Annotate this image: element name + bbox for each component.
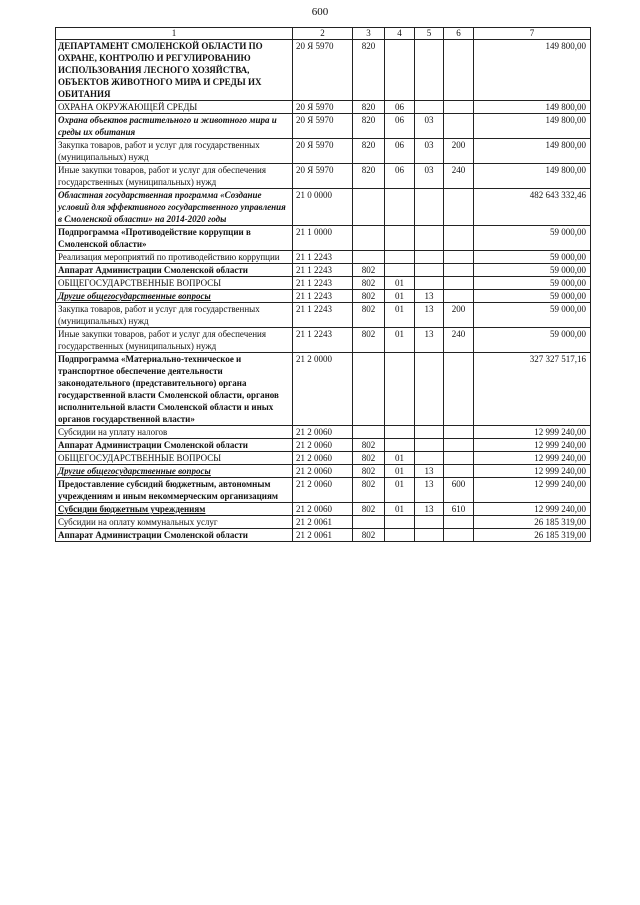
row-razdel bbox=[385, 529, 415, 542]
row-vid: 610 bbox=[444, 503, 474, 516]
row-code: 21 2 0060 bbox=[293, 439, 353, 452]
row-vedom: 802 bbox=[353, 529, 385, 542]
row-amount: 26 185 319,00 bbox=[474, 516, 591, 529]
row-name: Иные закупки товаров, работ и услуг для обеспечения государственных (муниципальных) нужд bbox=[56, 328, 293, 353]
row-podrazdel bbox=[415, 452, 444, 465]
table-row bbox=[56, 290, 591, 303]
row-vedom bbox=[353, 516, 385, 529]
row-razdel: 01 bbox=[385, 277, 415, 290]
row-code: 21 2 0060 bbox=[293, 503, 353, 516]
row-podrazdel: 03 bbox=[415, 139, 444, 164]
row-vid: 240 bbox=[444, 328, 474, 353]
table-row bbox=[56, 439, 591, 452]
row-amount: 149 800,00 bbox=[474, 114, 591, 139]
row-podrazdel bbox=[415, 529, 444, 542]
table-row bbox=[56, 189, 591, 226]
row-vedom: 820 bbox=[353, 40, 385, 101]
row-vedom bbox=[353, 353, 385, 426]
row-code: 21 2 0060 bbox=[293, 465, 353, 478]
row-razdel bbox=[385, 426, 415, 439]
header-cell: 6 bbox=[444, 28, 474, 40]
row-vid bbox=[444, 439, 474, 452]
row-vedom: 820 bbox=[353, 139, 385, 164]
row-vedom: 802 bbox=[353, 290, 385, 303]
row-code: 21 2 0061 bbox=[293, 516, 353, 529]
row-amount: 149 800,00 bbox=[474, 40, 591, 101]
row-razdel: 01 bbox=[385, 290, 415, 303]
row-amount: 149 800,00 bbox=[474, 101, 591, 114]
row-podrazdel bbox=[415, 101, 444, 114]
row-vedom: 802 bbox=[353, 503, 385, 516]
row-code: 21 2 0060 bbox=[293, 478, 353, 503]
row-amount: 12 999 240,00 bbox=[474, 439, 591, 452]
row-vid bbox=[444, 264, 474, 277]
row-amount: 59 000,00 bbox=[474, 226, 591, 251]
table-row bbox=[56, 478, 591, 503]
row-podrazdel bbox=[415, 226, 444, 251]
row-name: Охрана объектов растительного и животного мира и среды их обитания bbox=[56, 114, 293, 139]
row-razdel: 01 bbox=[385, 503, 415, 516]
row-name: Аппарат Администрации Смоленской области bbox=[56, 439, 293, 452]
row-name: Иные закупки товаров, работ и услуг для обеспечения государственных (муниципальных) нужд bbox=[56, 164, 293, 189]
row-razdel: 06 bbox=[385, 101, 415, 114]
row-vid bbox=[444, 40, 474, 101]
row-name: Областная государственная программа «Создание условий для эффективного государственного управления в Смоленской области» на 2014-2020 годы bbox=[56, 189, 293, 226]
row-razdel bbox=[385, 40, 415, 101]
header-cell: 5 bbox=[415, 28, 444, 40]
row-vedom: 820 bbox=[353, 164, 385, 189]
page-number: 600 bbox=[311, 6, 329, 18]
table-row bbox=[56, 303, 591, 328]
row-vedom: 802 bbox=[353, 439, 385, 452]
row-razdel bbox=[385, 189, 415, 226]
row-name: Другие общегосударственные вопросы bbox=[56, 465, 293, 478]
row-amount: 12 999 240,00 bbox=[474, 452, 591, 465]
row-vid bbox=[444, 114, 474, 139]
table-row bbox=[56, 426, 591, 439]
row-amount: 59 000,00 bbox=[474, 277, 591, 290]
row-podrazdel bbox=[415, 264, 444, 277]
row-amount: 59 000,00 bbox=[474, 303, 591, 328]
table-row bbox=[56, 516, 591, 529]
row-podrazdel: 03 bbox=[415, 164, 444, 189]
row-code: 20 Я 5970 bbox=[293, 164, 353, 189]
row-razdel bbox=[385, 264, 415, 277]
row-code: 21 2 0060 bbox=[293, 452, 353, 465]
row-razdel: 01 bbox=[385, 478, 415, 503]
row-code: 21 1 2243 bbox=[293, 277, 353, 290]
row-vedom bbox=[353, 226, 385, 251]
row-vid bbox=[444, 516, 474, 529]
row-razdel bbox=[385, 439, 415, 452]
row-amount: 12 999 240,00 bbox=[474, 503, 591, 516]
row-vid bbox=[444, 529, 474, 542]
table-row bbox=[56, 251, 591, 264]
row-podrazdel bbox=[415, 426, 444, 439]
row-podrazdel: 13 bbox=[415, 478, 444, 503]
row-name: Субсидии на оплату коммунальных услуг bbox=[56, 516, 293, 529]
row-name: Подпрограмма «Противодействие коррупции в Смоленской области» bbox=[56, 226, 293, 251]
row-vid bbox=[444, 426, 474, 439]
row-code: 21 1 2243 bbox=[293, 251, 353, 264]
row-code: 21 0 0000 bbox=[293, 189, 353, 226]
row-razdel: 06 bbox=[385, 114, 415, 139]
row-amount: 482 643 332,46 bbox=[474, 189, 591, 226]
table-row bbox=[56, 264, 591, 277]
row-name: ДЕПАРТАМЕНТ СМОЛЕНСКОЙ ОБЛАСТИ ПО ОХРАНЕ, КОНТРОЛЮ И РЕГУЛИРОВАНИЮ ИСПОЛЬЗОВАНИЯ ЛЕСНОГО ХОЗЯЙСТВА, ОБЪЕКТОВ ЖИВОТНОГО МИРА И СРЕДЫ ИХ ОБИТАНИЯ bbox=[56, 40, 293, 101]
row-vid bbox=[444, 226, 474, 251]
row-razdel: 01 bbox=[385, 465, 415, 478]
row-vid bbox=[444, 290, 474, 303]
table-row bbox=[56, 328, 591, 353]
table-row bbox=[56, 529, 591, 542]
row-name: Субсидии бюджетным учреждениям bbox=[56, 503, 293, 516]
table-row bbox=[56, 465, 591, 478]
row-vid bbox=[444, 101, 474, 114]
row-amount: 59 000,00 bbox=[474, 264, 591, 277]
table-row bbox=[56, 164, 591, 189]
row-razdel: 01 bbox=[385, 452, 415, 465]
row-name: Аппарат Администрации Смоленской области bbox=[56, 529, 293, 542]
row-razdel bbox=[385, 353, 415, 426]
row-vid: 200 bbox=[444, 139, 474, 164]
row-amount: 149 800,00 bbox=[474, 139, 591, 164]
row-vedom: 802 bbox=[353, 277, 385, 290]
row-vedom bbox=[353, 251, 385, 264]
row-amount: 327 327 517,16 bbox=[474, 353, 591, 426]
row-code: 21 1 2243 bbox=[293, 303, 353, 328]
row-podrazdel bbox=[415, 439, 444, 452]
row-vedom: 820 bbox=[353, 101, 385, 114]
row-vid bbox=[444, 189, 474, 226]
row-code: 20 Я 5970 bbox=[293, 114, 353, 139]
row-code: 21 2 0061 bbox=[293, 529, 353, 542]
row-amount: 59 000,00 bbox=[474, 328, 591, 353]
table-row bbox=[56, 114, 591, 139]
row-vid: 600 bbox=[444, 478, 474, 503]
row-vid bbox=[444, 465, 474, 478]
row-code: 21 2 0000 bbox=[293, 353, 353, 426]
row-code: 21 1 2243 bbox=[293, 264, 353, 277]
header-cell: 7 bbox=[474, 28, 591, 40]
row-amount: 26 185 319,00 bbox=[474, 529, 591, 542]
row-razdel: 06 bbox=[385, 139, 415, 164]
row-vedom: 802 bbox=[353, 465, 385, 478]
row-podrazdel: 13 bbox=[415, 503, 444, 516]
row-name: Подпрограмма «Материально-техническое и транспортное обеспечение деятельности законодательного (представительного) органа государственной власти Смоленской области, органов исполнительной власти Смоленской области и иных органов государственной власти» bbox=[56, 353, 293, 426]
row-amount: 59 000,00 bbox=[474, 290, 591, 303]
header-cell: 4 bbox=[385, 28, 415, 40]
table-header-row bbox=[56, 28, 591, 40]
row-vedom: 802 bbox=[353, 264, 385, 277]
table-row bbox=[56, 226, 591, 251]
row-podrazdel: 13 bbox=[415, 328, 444, 353]
row-amount: 12 999 240,00 bbox=[474, 426, 591, 439]
row-code: 20 Я 5970 bbox=[293, 139, 353, 164]
row-podrazdel bbox=[415, 516, 444, 529]
row-code: 21 1 2243 bbox=[293, 328, 353, 353]
row-code: 20 Я 5970 bbox=[293, 40, 353, 101]
row-razdel: 06 bbox=[385, 164, 415, 189]
row-name: ОБЩЕГОСУДАРСТВЕННЫЕ ВОПРОСЫ bbox=[56, 452, 293, 465]
table-row bbox=[56, 277, 591, 290]
row-vid bbox=[444, 277, 474, 290]
table-row bbox=[56, 139, 591, 164]
row-podrazdel bbox=[415, 189, 444, 226]
row-podrazdel: 13 bbox=[415, 465, 444, 478]
table-row bbox=[56, 101, 591, 114]
row-code: 21 2 0060 bbox=[293, 426, 353, 439]
header-cell: 2 bbox=[293, 28, 353, 40]
row-code: 21 1 0000 bbox=[293, 226, 353, 251]
row-vid bbox=[444, 452, 474, 465]
row-razdel bbox=[385, 516, 415, 529]
row-podrazdel bbox=[415, 40, 444, 101]
row-name: Закупка товаров, работ и услуг для государственных (муниципальных) нужд bbox=[56, 303, 293, 328]
row-razdel: 01 bbox=[385, 328, 415, 353]
row-vid bbox=[444, 353, 474, 426]
table-row bbox=[56, 503, 591, 516]
row-amount: 59 000,00 bbox=[474, 251, 591, 264]
row-code: 21 1 2243 bbox=[293, 290, 353, 303]
row-name: Другие общегосударственные вопросы bbox=[56, 290, 293, 303]
row-name: Закупка товаров, работ и услуг для государственных (муниципальных) нужд bbox=[56, 139, 293, 164]
row-razdel: 01 bbox=[385, 303, 415, 328]
row-podrazdel bbox=[415, 251, 444, 264]
table-row bbox=[56, 40, 591, 101]
row-name: Субсидии на уплату налогов bbox=[56, 426, 293, 439]
row-amount: 12 999 240,00 bbox=[474, 478, 591, 503]
row-vedom: 820 bbox=[353, 114, 385, 139]
row-vedom: 802 bbox=[353, 328, 385, 353]
row-razdel bbox=[385, 251, 415, 264]
row-vid: 240 bbox=[444, 164, 474, 189]
row-razdel bbox=[385, 226, 415, 251]
row-podrazdel bbox=[415, 277, 444, 290]
row-podrazdel: 03 bbox=[415, 114, 444, 139]
row-vedom: 802 bbox=[353, 478, 385, 503]
row-vedom bbox=[353, 426, 385, 439]
table-row bbox=[56, 452, 591, 465]
row-vedom: 802 bbox=[353, 303, 385, 328]
row-podrazdel bbox=[415, 353, 444, 426]
row-name: Реализация мероприятий по противодействию коррупции bbox=[56, 251, 293, 264]
row-name: Аппарат Администрации Смоленской области bbox=[56, 264, 293, 277]
row-name: ОХРАНА ОКРУЖАЮЩЕЙ СРЕДЫ bbox=[56, 101, 293, 114]
row-code: 20 Я 5970 bbox=[293, 101, 353, 114]
row-amount: 149 800,00 bbox=[474, 164, 591, 189]
row-vid: 200 bbox=[444, 303, 474, 328]
row-name: Предоставление субсидий бюджетным, автономным учреждениям и иным некоммерческим организациям bbox=[56, 478, 293, 503]
header-cell: 1 bbox=[56, 28, 293, 40]
row-name: ОБЩЕГОСУДАРСТВЕННЫЕ ВОПРОСЫ bbox=[56, 277, 293, 290]
table-row bbox=[56, 353, 591, 426]
row-vedom bbox=[353, 189, 385, 226]
row-vedom: 802 bbox=[353, 452, 385, 465]
row-podrazdel: 13 bbox=[415, 303, 444, 328]
header-cell: 3 bbox=[353, 28, 385, 40]
row-amount: 12 999 240,00 bbox=[474, 465, 591, 478]
budget-table bbox=[55, 27, 591, 542]
row-vid bbox=[444, 251, 474, 264]
row-podrazdel: 13 bbox=[415, 290, 444, 303]
